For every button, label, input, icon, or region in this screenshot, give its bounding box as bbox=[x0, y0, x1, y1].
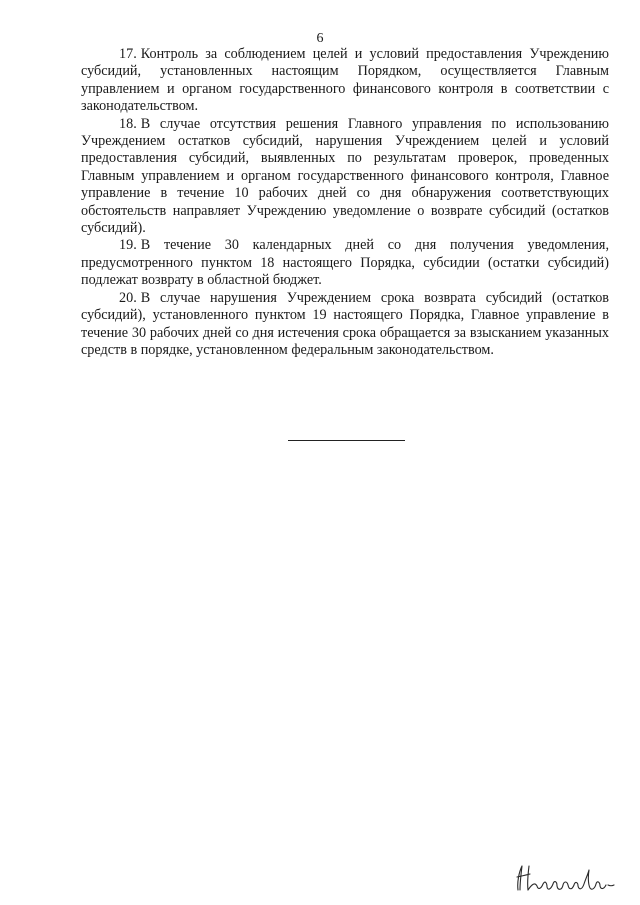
page-number: 6 bbox=[316, 31, 324, 46]
paragraph-text: Контроль за соблюдением целей и условий предоставления Учреждению субсидий, установленных настоящим Порядком, осуществляется Главным управлением и органом государственного финансового контроля в соответствии с законодательством. bbox=[81, 46, 609, 115]
paragraph-20 bbox=[81, 290, 609, 360]
paragraph-text: В случае отсутствия решения Главного управления по использованию Учреждением остатков субсидий, нарушения Учреждением целей и условий предоставления субсидий, выявленных по результатам проверок, проведенных Главным управлением и органом государственного финансового контроля, Главное управление в течение 10 рабочих дней со дня обнаружения соответствующих обстоятельств направляет Учреждению уведомление о возврате субсидий (остатков субсидий). bbox=[81, 115, 609, 237]
handwritten-signature bbox=[508, 860, 618, 900]
document-body bbox=[81, 46, 609, 359]
paragraph-text: В течение 30 календарных дней со дня получения уведомления, предусмотренного пунктом 18 настоящего Порядка, субсидии (остатки субсидий) подлежат возврату в областной бюджет. bbox=[81, 237, 609, 289]
paragraph-text: В случае нарушения Учреждением срока возврата субсидий (остатков субсидий), установленного пунктом 19 настоящего Порядка, Главное управление в течение 30 рабочих дней со дня истечения срока обращается за взысканием указанных средств в порядке, установленном федеральным законодательством. bbox=[81, 289, 609, 358]
paragraph-19 bbox=[81, 237, 609, 289]
paragraph-number: 20. bbox=[119, 289, 137, 306]
paragraph-number: 19. bbox=[119, 237, 137, 254]
paragraph-18 bbox=[81, 116, 609, 238]
paragraph-17 bbox=[81, 46, 609, 116]
separator-line bbox=[288, 440, 405, 441]
paragraph-number: 18. bbox=[119, 115, 137, 132]
paragraph-number: 17. bbox=[119, 46, 137, 62]
